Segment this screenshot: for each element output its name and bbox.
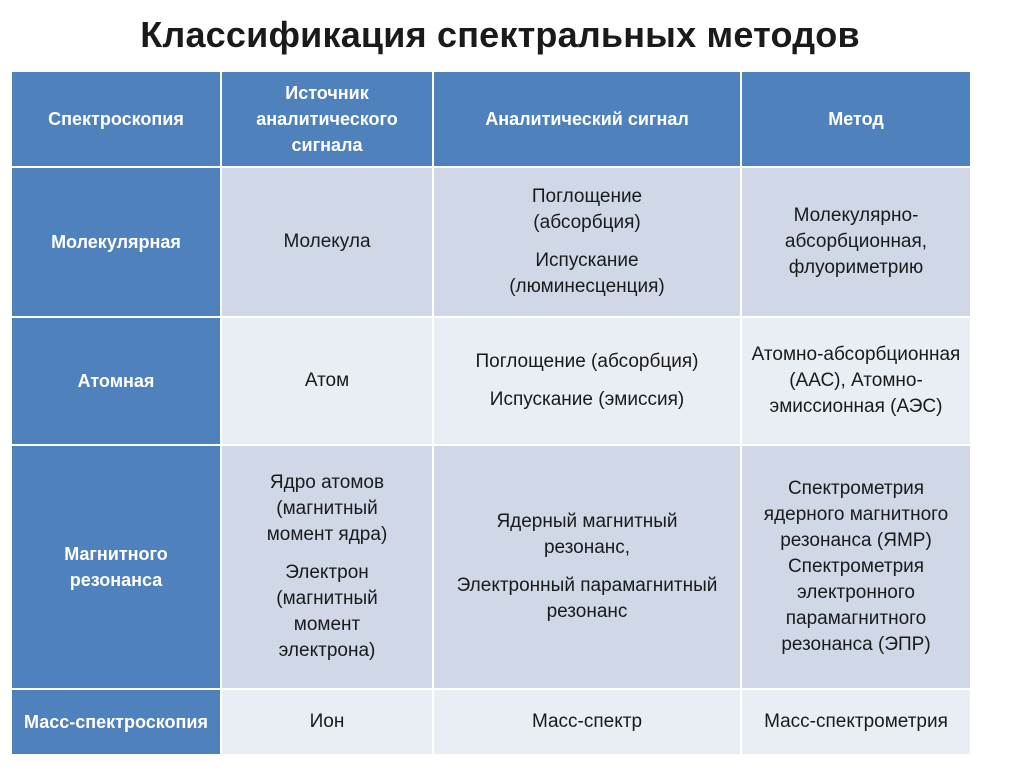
method-text: Атомно-абсорбционная (ААС), Атомно-эмиссионная (АЭС) xyxy=(751,344,961,417)
signal-cell xyxy=(433,167,741,317)
method-text: Масс-спектрометрия xyxy=(764,711,948,732)
classification-table xyxy=(10,70,972,756)
source-text: Электрон (магнитный момент электрона) xyxy=(276,562,378,661)
method-cell xyxy=(741,167,971,317)
table-row xyxy=(11,167,971,317)
signal-text: Ядерный магнитный резонанс, xyxy=(496,511,678,558)
signal-text: Масс-спектр xyxy=(531,711,643,732)
header-row xyxy=(11,71,971,167)
signal-text: Испускание (люминесценция) xyxy=(509,250,665,297)
row-heading: Атомная xyxy=(11,317,221,445)
method-cell xyxy=(741,317,971,445)
source-text: Ион xyxy=(309,711,345,732)
method-text: Молекулярно-абсорбционная, флуориметрию xyxy=(784,205,928,278)
source-text: Ядро атомов (магнитный момент ядра) xyxy=(266,472,388,545)
source-cell xyxy=(221,167,433,317)
header-cell: Метод xyxy=(741,71,971,167)
table-row xyxy=(11,689,971,755)
method-cell xyxy=(741,689,971,755)
signal-cell xyxy=(433,317,741,445)
header-cell: Спектроскопия xyxy=(11,71,221,167)
method-text: Спектрометрия ядерного магнитного резонанса (ЯМР) Спектрометрия электронного парамагнитного резонанса (ЭПР) xyxy=(763,478,949,655)
row-heading: Магнитного резонанса xyxy=(11,445,221,689)
signal-text: Испускание (эмиссия) xyxy=(489,389,685,410)
signal-text: Поглощение (абсорбция) xyxy=(475,351,699,372)
table-row xyxy=(11,445,971,689)
signal-cell xyxy=(433,445,741,689)
signal-cell xyxy=(433,689,741,755)
row-heading: Молекулярная xyxy=(11,167,221,317)
signal-text: Поглощение (абсорбция) xyxy=(531,186,643,233)
source-text: Атом xyxy=(304,370,350,391)
header-cell: Аналитический сигнал xyxy=(433,71,741,167)
method-cell xyxy=(741,445,971,689)
row-heading: Масс-спектроскопия xyxy=(11,689,221,755)
source-cell xyxy=(221,445,433,689)
table-row xyxy=(11,317,971,445)
page-title: Классификация спектральных методов xyxy=(140,14,860,55)
source-text: Молекула xyxy=(283,231,371,252)
source-cell xyxy=(221,317,433,445)
header-cell: Источник аналитического сигнала xyxy=(221,71,433,167)
signal-text: Электронный парамагнитный резонанс xyxy=(456,575,718,622)
source-cell xyxy=(221,689,433,755)
